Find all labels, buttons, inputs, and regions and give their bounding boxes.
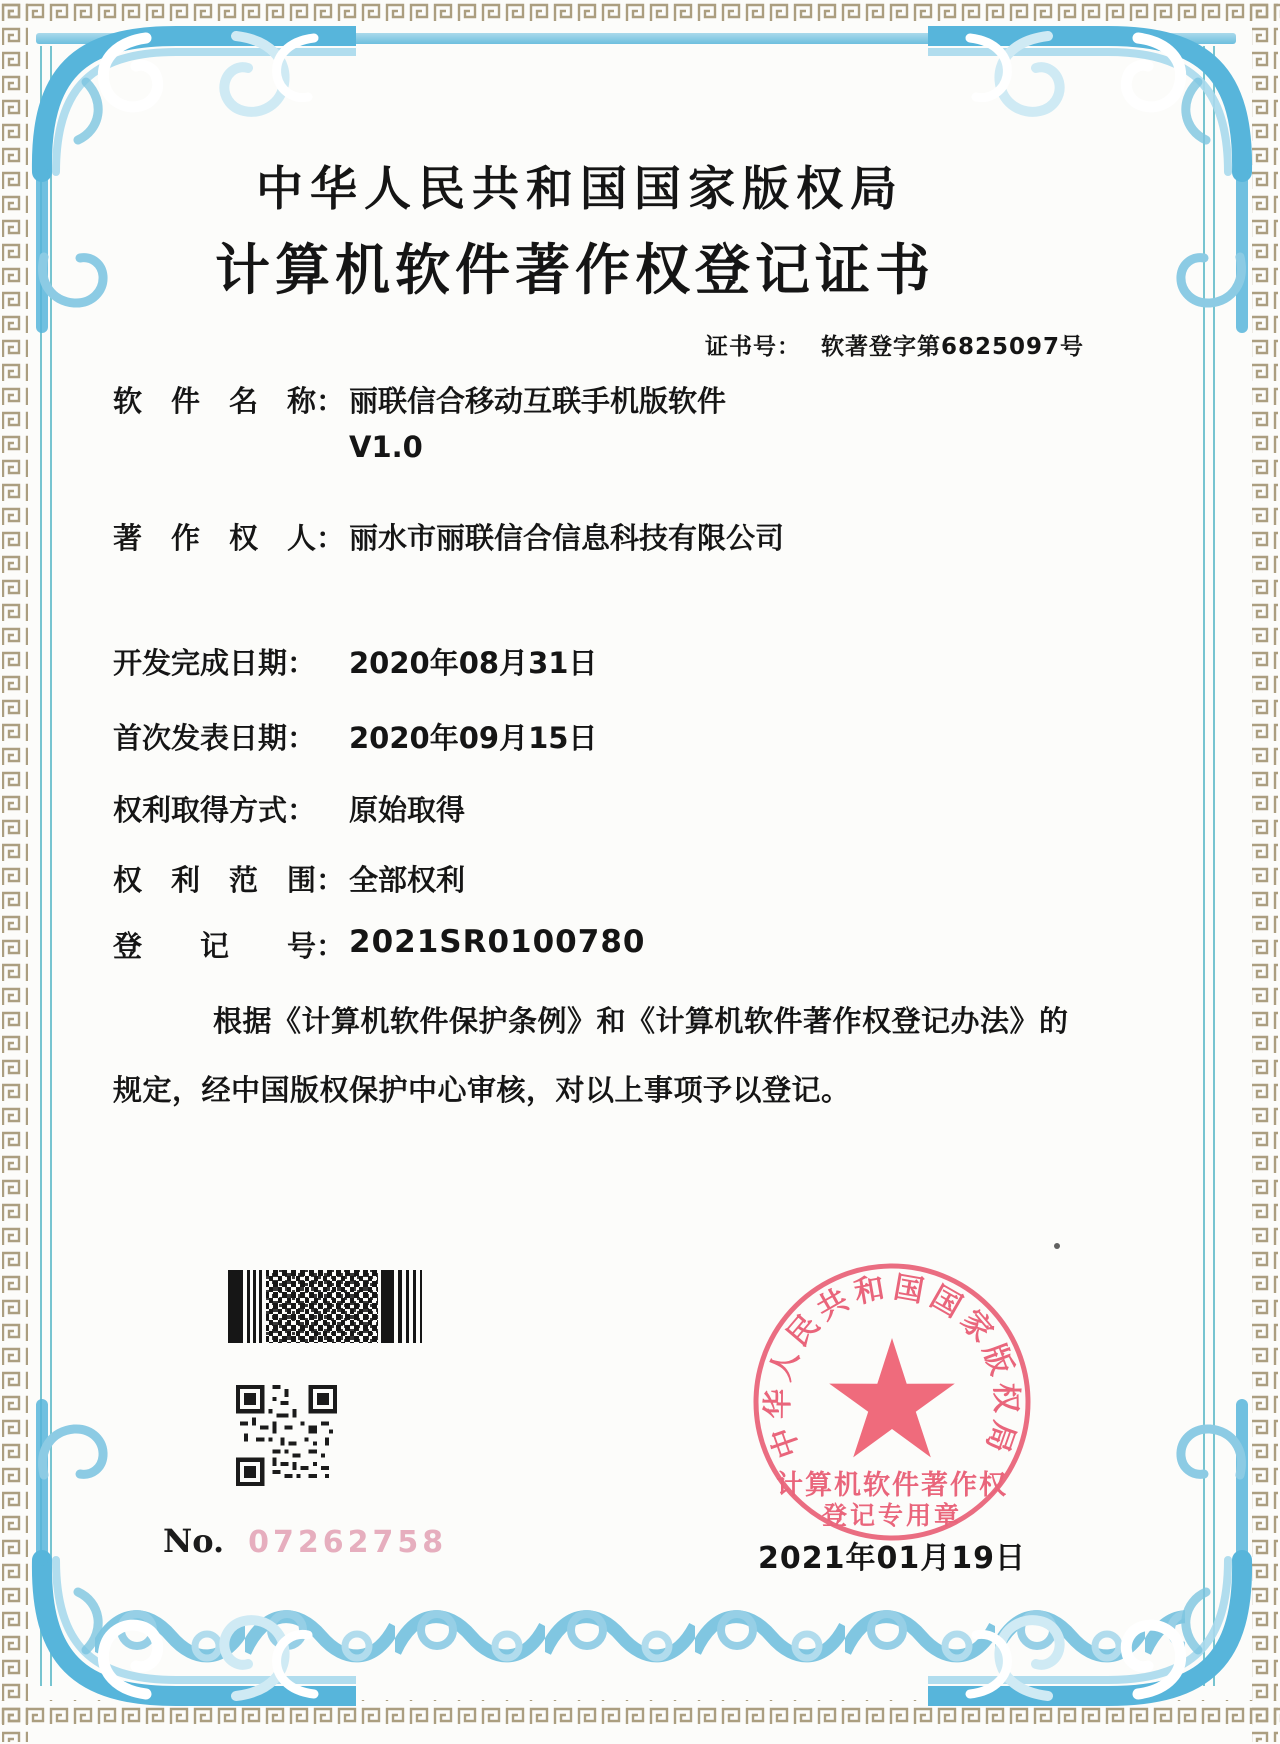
certificate-title: 计算机软件著作权登记证书 [214,238,935,302]
field-value: 丽水市丽联信合信息科技有限公司 [349,521,785,555]
seal-line2: 登记专用章 [821,1501,963,1530]
software-version: V1.0 [349,430,423,464]
bottom-wave-border-icon [95,1590,1185,1690]
right-border-line-inner [1203,46,1205,1686]
issue-date: 2021年01月19日 [758,1541,1026,1576]
serial-number-value: 07262758 [248,1525,448,1560]
certificate-number-line [705,328,1084,361]
barcode-icon [228,1270,431,1343]
field-value: 原始取得 [349,793,466,827]
statement-line-2: 规定，经中国版权保护中心审核，对以上事项予以登记。 [113,1073,851,1107]
field-software-name [113,379,726,464]
seal-star-icon [829,1338,955,1457]
certificate-number-label: 证书号： [705,334,801,360]
field-label: 登 记 号： [113,929,346,963]
field-label: 著 作 权 人： [113,521,346,555]
field-right-acquisition [113,788,465,829]
field-label: 权利取得方式： [113,793,317,827]
field-label: 开发完成日期： [113,646,317,680]
statement-line-1: 根据《计算机软件保护条例》和《计算机软件著作权登记办法》的 [213,1004,1069,1038]
right-border-line [1213,46,1215,1686]
field-right-scope [113,858,465,899]
field-label: 软 件 名 称： [113,384,346,418]
field-value: 2020年08月31日 [349,646,598,680]
field-dev-complete-date [113,641,597,682]
authority-title: 中华人民共和国国家版权局 [256,162,904,217]
field-label: 首次发表日期： [113,721,317,755]
certificate-number-value: 软著登字第6825097号 [821,334,1085,360]
scan-dot [1054,1243,1060,1249]
field-value: 2021SR0100780 [349,924,646,960]
field-value: 全部权利 [349,863,466,897]
field-label: 权 利 范 围： [113,863,346,897]
serial-number-line [163,1522,447,1560]
field-value: 2020年09月15日 [349,721,598,755]
field-value: 丽联信合移动互联手机版软件 [349,384,727,418]
qr-code-icon [236,1385,337,1486]
official-seal [742,1252,1042,1552]
serial-label: No. [163,1522,225,1560]
seal-line1: 计算机软件著作权 [776,1470,1008,1501]
field-registration-no [113,924,645,965]
seal-ring-text: 中华人民共和国国家版权局 [760,1269,1024,1463]
field-first-publish-date [113,716,597,757]
top-border-band [36,33,1236,44]
field-copyright-owner [113,516,784,557]
